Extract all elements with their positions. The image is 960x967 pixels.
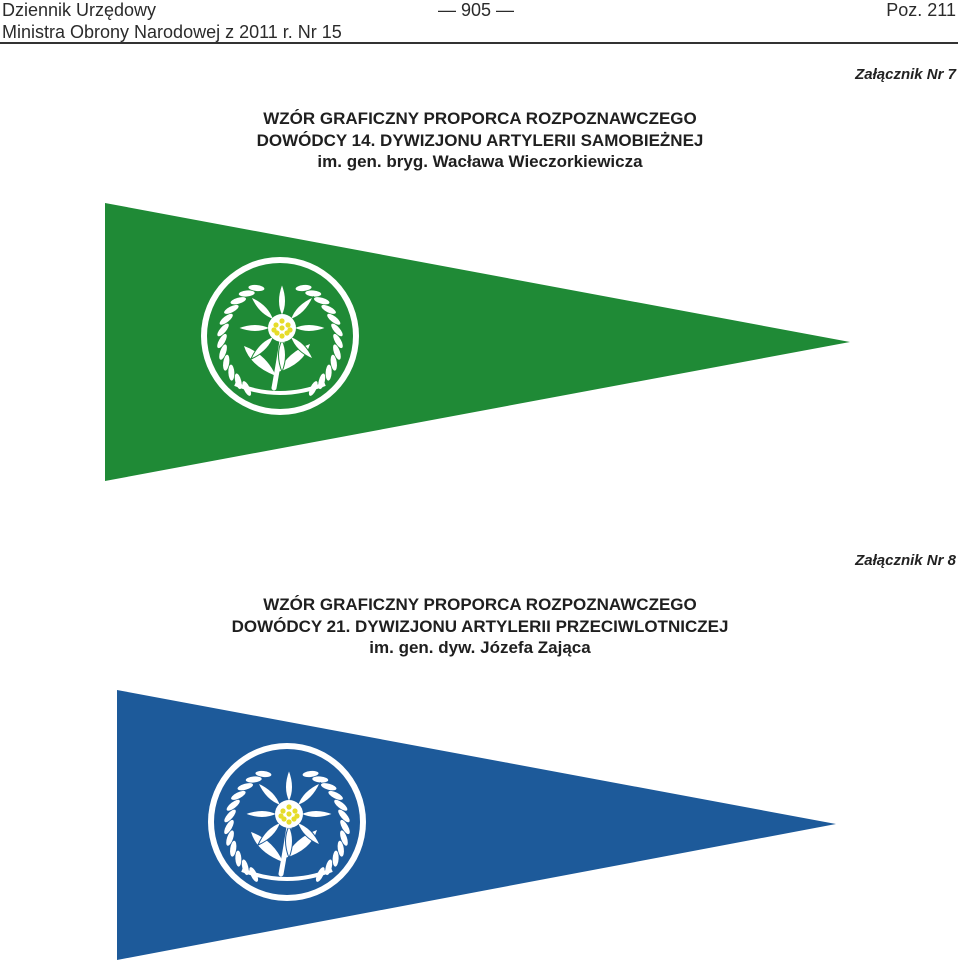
- position-number: Poz. 211: [886, 0, 956, 20]
- annex-8-title-line-2: DOWÓDCY 21. DYWIZJONU ARTYLERII PRZECIWLOTNICZEJ: [231, 616, 729, 636]
- annex-7-title-line-3: im. gen. bryg. Wacława Wieczorkiewicza: [317, 152, 643, 171]
- annex-7-title-line-1: WZÓR GRAFICZNY PROPORCA ROZPOZNAWCZEGO: [263, 109, 697, 128]
- page-number: — 905 —: [438, 0, 515, 20]
- annex-7-label: Załącznik Nr 7: [855, 66, 956, 83]
- edelweiss-wreath-icon: [208, 743, 366, 901]
- annex-7-title-line-2: DOWÓDCY 14. DYWIZJONU ARTYLERII SAMOBIEŻNEJ: [256, 130, 704, 150]
- annex-8-label: Załącznik Nr 8: [855, 552, 956, 569]
- annex-8-title-line-3: im. gen. dyw. Józefa Zająca: [369, 638, 591, 657]
- ministry-name: Ministra Obrony Narodowej z 2011 r. Nr 15: [2, 22, 342, 42]
- journal-title: Dziennik Urzędowy: [2, 0, 157, 20]
- annex-8-title-line-1: WZÓR GRAFICZNY PROPORCA ROZPOZNAWCZEGO: [263, 595, 697, 614]
